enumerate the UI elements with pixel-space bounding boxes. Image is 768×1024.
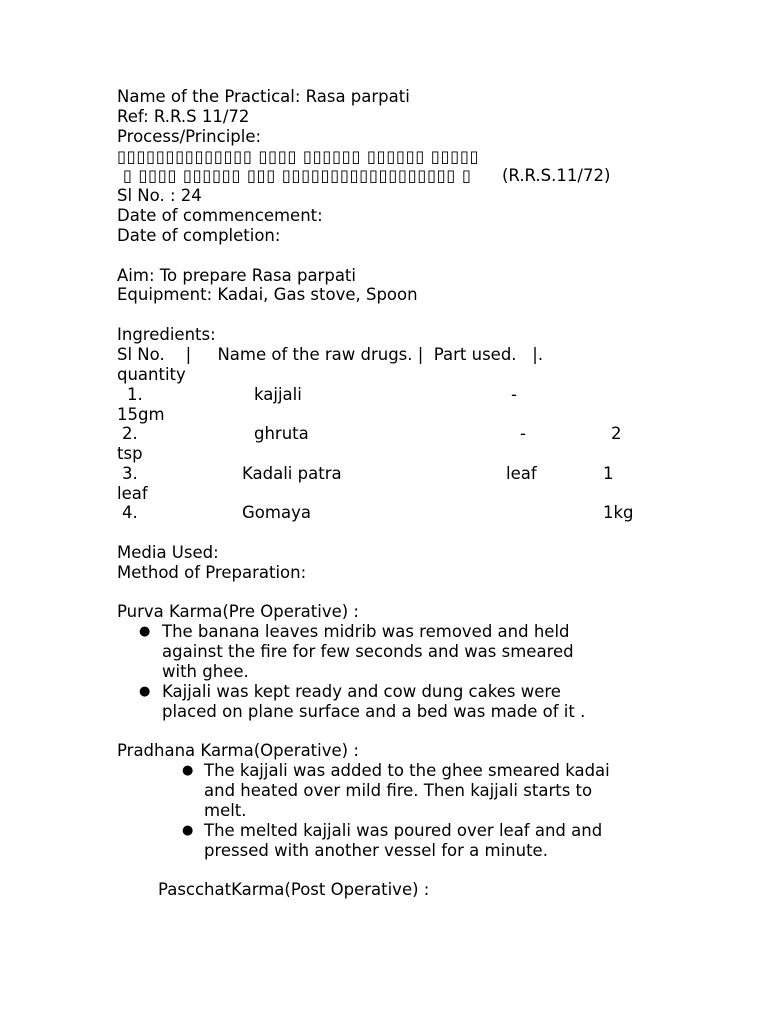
date-completion: Date of completion: xyxy=(117,226,281,245)
row-3-qty: 1 xyxy=(603,464,614,483)
purva-item-2-line-1: Kajjali was kept ready and cow dung cakes were xyxy=(162,682,561,701)
practical-name: Name of the Practical: Rasa parpati xyxy=(117,87,410,106)
reference: Ref: R.R.S 11/72 xyxy=(117,107,250,126)
purva-item-1-line-2: against the fire for few seconds and was smeared xyxy=(162,642,574,661)
row-1-part: - xyxy=(511,385,517,404)
shloka-line-1: ▯▯▯▯▯▯▯▯▯▯▯▯▯▯ ▯▯▯▯ ▯▯▯▯▯▯ ▯▯▯▯▯▯ ▯▯▯▯▯ xyxy=(117,147,480,166)
pradhana-item-2-line-1: The melted kajjali was poured over leaf and and xyxy=(204,821,603,840)
row-2-qty: 2 xyxy=(611,424,622,443)
pradhana-item-1-line-3: melt. xyxy=(204,801,247,820)
bullet-icon: ● xyxy=(182,763,194,778)
method-of-preparation: Method of Preparation: xyxy=(117,563,307,582)
row-2-drug: ghruta xyxy=(254,424,309,443)
row-4-qty: 1kg xyxy=(603,503,634,522)
row-2-no: 2. xyxy=(122,424,138,443)
row-1-wrap: 15gm xyxy=(117,405,165,424)
pascchat-karma-heading: PascchatKarma(Post Operative) : xyxy=(158,880,430,899)
row-3-part: leaf xyxy=(506,464,537,483)
row-2-wrap: tsp xyxy=(117,444,143,463)
media-used: Media Used: xyxy=(117,543,219,562)
row-3-no: 3. xyxy=(122,464,138,483)
process-label: Process/Principle: xyxy=(117,127,262,146)
row-4-no: 4. xyxy=(122,503,138,522)
table-header: Sl No. | Name of the raw drugs. | Part used. |. xyxy=(117,345,544,364)
row-1-drug: kajjali xyxy=(254,385,302,404)
aim: Aim: To prepare Rasa parpati xyxy=(117,266,356,285)
shloka-line-2: ▯ ▯▯▯▯ ▯▯▯▯▯▯ ▯▯▯ ▯▯▯▯▯▯▯▯▯▯▯▯▯▯▯▯▯▯ ▯ xyxy=(117,166,478,185)
sl-no: Sl No. : 24 xyxy=(117,186,202,205)
purva-item-1-line-3: with ghee. xyxy=(162,662,249,681)
equipment: Equipment: Kadai, Gas stove, Spoon xyxy=(117,285,418,304)
row-3-wrap: leaf xyxy=(117,484,148,503)
pradhana-item-2-line-2: pressed with another vessel for a minute. xyxy=(204,841,548,860)
purva-item-1-line-1: The banana leaves midrib was removed and held xyxy=(162,622,570,641)
shloka-reference: (R.R.S.11/72) xyxy=(502,166,611,185)
row-3-drug: Kadali patra xyxy=(242,464,342,483)
pradhana-item-1-line-2: and heated over mild fire. Then kajjali starts to xyxy=(204,781,593,800)
pradhana-item-1-line-1: The kajjali was added to the ghee smeared kadai xyxy=(204,761,610,780)
pradhana-karma-heading: Pradhana Karma(Operative) : xyxy=(117,741,359,760)
row-4-drug: Gomaya xyxy=(242,503,311,522)
purva-item-2-line-2: placed on plane surface and a bed was made of it . xyxy=(162,702,586,721)
bullet-icon: ● xyxy=(182,823,194,838)
table-header-wrap: quantity xyxy=(117,365,186,384)
purva-karma-heading: Purva Karma(Pre Operative) : xyxy=(117,602,359,621)
date-commencement: Date of commencement: xyxy=(117,206,323,225)
ingredients-label: Ingredients: xyxy=(117,325,216,344)
bullet-icon: ● xyxy=(139,684,151,699)
row-2-part: - xyxy=(520,424,526,443)
row-1-no: 1. xyxy=(127,385,143,404)
bullet-icon: ● xyxy=(139,624,151,639)
